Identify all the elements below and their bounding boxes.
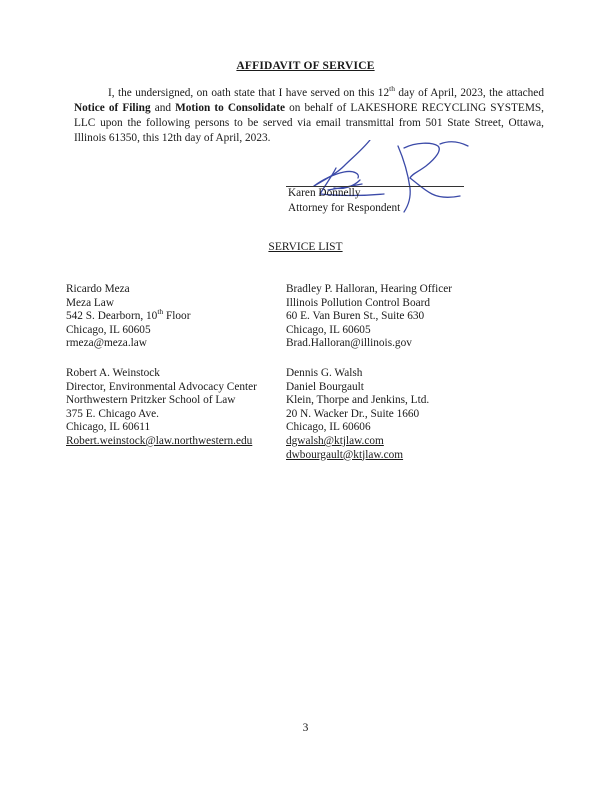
contact-address: 20 N. Wacker Dr., Suite 1660 [286, 407, 420, 420]
contact-email-link-2[interactable]: dwbourgault@ktjlaw.com [286, 448, 404, 461]
statement-and: and [150, 102, 176, 114]
contact-name: Bradley P. Halloran, Hearing Officer [286, 283, 453, 295]
page-number: 3 [302, 722, 309, 734]
contact-walsh [286, 367, 429, 462]
signer-name: Karen Donnelly [288, 187, 361, 199]
statement-part2: day of April, 2023, the attached [394, 87, 544, 99]
contact-name-2: Daniel Bourgault [286, 380, 364, 393]
statement-sup: th [389, 84, 395, 94]
contact-name: Robert A. Weinstock [66, 367, 160, 379]
contact-address: 375 E. Chicago Ave. [66, 407, 159, 420]
contact-city: Chicago, IL 60606 [286, 421, 371, 434]
motion-to-consolidate-text: Motion to Consolidate [175, 102, 285, 114]
contact-email-link[interactable]: dgwalsh@ktjlaw.com [286, 434, 384, 447]
contact-weinstock [66, 367, 257, 449]
contact-address: 60 E. Van Buren St., Suite 630 [286, 310, 425, 323]
statement-part1: I, the undersigned, on oath state that I have served on this 12 [108, 87, 390, 99]
notice-of-filing-text: Notice of Filing [74, 102, 151, 114]
contact-city: Chicago, IL 60605 [286, 323, 371, 336]
contact-email[interactable]: rmeza@meza.law [66, 337, 147, 350]
contact-address: 542 S. Dearborn, 10th Floor [66, 307, 191, 323]
service-list-title: SERVICE LIST [268, 241, 343, 253]
contact-org: Northwestern Pritzker School of Law [66, 394, 236, 407]
contact-city: Chicago, IL 60611 [66, 421, 151, 434]
contact-meza [66, 283, 190, 351]
signer-block [288, 186, 400, 216]
contact-city: Chicago, IL 60605 [66, 323, 151, 336]
contact-org: Meza Law [66, 296, 114, 309]
contact-email-link[interactable]: Robert.weinstock@law.northwestern.edu [66, 434, 253, 447]
signer-role: Attorney for Respondent [288, 202, 401, 214]
contact-name: Ricardo Meza [66, 283, 130, 295]
affidavit-title: AFFIDAVIT OF SERVICE [236, 60, 375, 72]
affidavit-statement [74, 86, 544, 146]
contact-halloran [286, 283, 452, 351]
contact-name: Dennis G. Walsh [286, 367, 363, 379]
contact-email[interactable]: Brad.Halloran@illinois.gov [286, 337, 412, 350]
contact-org: Klein, Thorpe and Jenkins, Ltd. [286, 394, 430, 407]
statement-part3: on behalf of LAKESHORE RECYCLING SYSTEMS, LLC upon the following persons to be served via email transmittal from 501 State Street, Ottawa, Illinois 61350, this 12th day of April, 2023. [74, 102, 544, 144]
contact-title: Director, Environmental Advocacy Center [66, 380, 257, 393]
contact-org: Illinois Pollution Control Board [286, 296, 431, 309]
